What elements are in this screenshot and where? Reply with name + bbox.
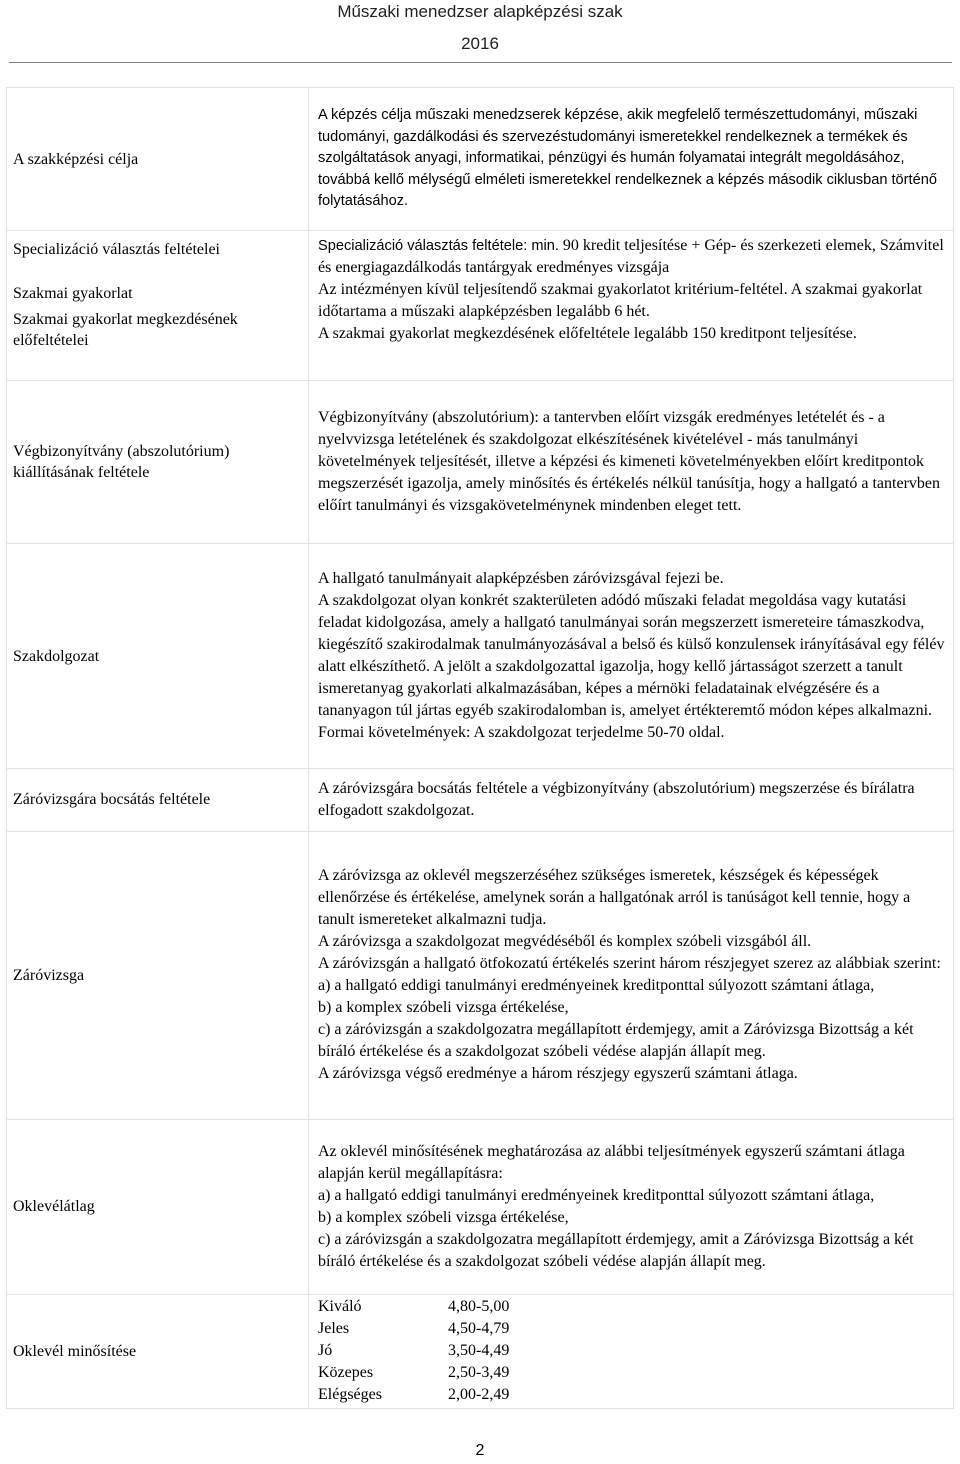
row-label-cel: A szakképzési célja <box>13 150 139 168</box>
zaro-paragraph: A záróvizsga a szakdolgozat megvédéséből és komplex szóbeli vizsgából áll. <box>318 933 812 951</box>
row-label-bocs: Záróvizsgára bocsátás feltétele <box>13 791 211 809</box>
row-text-gyak: Az intézményen kívül teljesítendő szakmai gyakorlatot kritérium-feltétel. A szakmai gyakorlat időtartama a műszaki alapképzésben legalább 6 hét. <box>318 281 923 321</box>
row-content-cell <box>309 769 954 831</box>
row-text-spec <box>318 235 949 279</box>
row-label-szakd: Szakdolgozat <box>13 647 100 665</box>
grade-range: 3,50-4,49 <box>448 1342 510 1360</box>
page-number: 2 <box>475 1442 485 1459</box>
grade-range: 2,50-3,49 <box>448 1364 510 1382</box>
zaro-item: b) a komplex szóbeli vizsga értékelése, <box>318 999 569 1017</box>
row-content-cell <box>309 544 954 769</box>
row-label-cell <box>7 1294 309 1408</box>
grade-name: Jeles <box>318 1320 350 1338</box>
requirements-table <box>6 87 954 1409</box>
table-row <box>7 1119 954 1294</box>
table-row <box>7 1294 954 1408</box>
grade-name: Közepes <box>318 1364 374 1382</box>
row-text-bocs: A záróvizsgára bocsátás feltétele a végbizonyítvány (abszolutórium) megszerzése és bírálatra elfogadott szakdolgozat. <box>318 779 915 819</box>
row-label-zaro: Záróvizsga <box>13 966 85 984</box>
row-text-cel: A képzés célja műszaki menedzserek képzése, akik megfelelő természettudományi, műszaki tudományi, gazdálkodási és szervezéstudományi ismeretekkel rendelkeznek a termékek és szolgáltatások anyagi, informatikai, pénzügyi és humán folyamatai integrált megoldásához, továbbá kellő mélységű elméleti ismeretekkel rendelkeznek a képzés második ciklusban történő folytatásához. <box>318 107 937 210</box>
row-text-elo: A szakmai gyakorlat megkezdésének előfeltétele legalább 150 kreditpont teljesítése. <box>318 325 857 343</box>
row-content-cell <box>309 831 954 1119</box>
row-label-okl: Oklevélátlag <box>13 1198 95 1216</box>
table-row <box>7 88 954 231</box>
table-row <box>7 544 954 769</box>
header-rule <box>9 62 952 63</box>
row-text-spec-rest: 90 kredit teljesítése + Gép- és szerkezeti elemek, Számvitel és energiagazdálkodás tantárgyak eredményes vizsgája <box>318 237 944 277</box>
row-label-cell <box>7 544 309 769</box>
row-content-cell <box>309 1294 954 1408</box>
row-label-veg: Végbizonyítvány (abszolutórium) kiállításának feltétele <box>13 443 230 482</box>
row-label-min: Oklevél minősítése <box>13 1342 137 1360</box>
grade-row <box>318 1362 509 1384</box>
grade-row <box>318 1318 509 1340</box>
row-text-szakd-b: A szakdolgozat olyan konkrét szakterületen adódó műszaki feladat megoldása vagy kutatási feladat kidolgozása, amely a hallgató tanulmányai során megszerzett ismereteire támaszkodva, kiegészítő szakirodalmak tanulmányozásával a belső és külső konzulensek irányításával egy félév alatt elkészíthető. A jelölt a szakdolgozattal igazolja, hogy kellő jártasságot szerzett a tanult ismeretanyag gyakorlati alkalmazásában, képes a mérnöki feladatainak elvégzésére és a tananyagon túl jártas egyéb szakirodalomban is, amelyet értékteremtő módon képes alkalmazni. Formai követelmények: A szakdolgozat terjedelme 50-70 oldal. <box>318 592 945 742</box>
row-label-cell <box>7 231 309 381</box>
grade-row <box>318 1340 509 1362</box>
document-title: Műszaki menedzser alapképzési szak <box>337 2 623 21</box>
row-content-cell <box>309 231 954 381</box>
zaro-item: a) a hallgató eddigi tanulmányi eredményeinek kreditponttal súlyozott számtani átlaga, <box>318 977 875 995</box>
row-label-gyak: Szakmai gyakorlat <box>13 285 133 303</box>
row-label-cell <box>7 381 309 544</box>
zaro-paragraph: A záróvizsga végső eredménye a három részjegy egyszerű számtani átlaga. <box>318 1065 798 1083</box>
grade-name: Kiváló <box>318 1298 362 1316</box>
row-label-cell <box>7 88 309 231</box>
zaro-paragraph: A záróvizsgán a hallgató ötfokozatú értékelés szerint három részjegyet szerez az alábbiak szerint: <box>318 955 941 973</box>
grade-name: Elégséges <box>318 1386 382 1404</box>
row-label-cell <box>7 1119 309 1294</box>
grade-range: 2,00-2,49 <box>448 1386 510 1404</box>
row-content-cell <box>309 381 954 544</box>
row-label-cell <box>7 831 309 1119</box>
table-row <box>7 381 954 544</box>
grade-range: 4,80-5,00 <box>448 1298 510 1316</box>
table-row <box>7 231 954 381</box>
zaro-paragraph: A záróvizsga az oklevél megszerzéséhez szükséges ismeretek, készségek és képességek ellenőrzése és értékelése, amelynek során a hallgatónak arról is tanúságot kell tennie, hogy a tanult ismereteket alkalmazni tudja. <box>318 867 911 929</box>
row-text-szakd-a: A hallgató tanulmányait alapképzésben záróvizsgával fejezi be. <box>318 570 724 588</box>
grade-row <box>318 1384 509 1406</box>
okl-item: c) a záróvizsgán a szakdolgozatra megállapított érdemjegy, amit a Záróvizsga Bizottság a két bíráló értékelése és a szakdolgozat szóbeli védése alapján állapít meg. <box>318 1230 914 1270</box>
row-content-cell <box>309 88 954 231</box>
grade-table <box>318 1296 509 1406</box>
row-content-cell <box>309 1119 954 1294</box>
grade-range: 4,50-4,79 <box>448 1320 510 1338</box>
grade-row <box>318 1296 509 1318</box>
row-text-spec-lead: Specializáció választás feltétele: min. <box>318 238 559 255</box>
table-row <box>7 769 954 831</box>
table-row <box>7 831 954 1119</box>
okl-item: a) a hallgató eddigi tanulmányi eredményeinek kreditponttal súlyozott számtani átlaga, <box>318 1186 875 1204</box>
row-label-elo: Szakmai gyakorlat megkezdésének előfeltételei <box>13 311 238 350</box>
row-label-cell <box>7 769 309 831</box>
row-text-veg: Végbizonyítvány (abszolutórium): a tantervben előírt vizsgák eredményes letételét és - a nyelvvizsga letételének és szakdolgozat elkészítésének kivételével - más tanulmányi követelmények teljesítését, illetve a képzési és kimeneti követelményekben előírt kreditpontok megszerzését igazolja, amely minősítés és értékelés nélkül tanúsítja, hogy a hallgató a tantervben előírt tanulmányi és vizsgakövetelménynek mindenben eleget tett. <box>318 409 940 515</box>
okl-paragraph: Az oklevél minősítésének meghatározása az alábbi teljesítmények egyszerű számtani átlaga alapján kerül megállapításra: <box>318 1142 905 1182</box>
document-year: 2016 <box>461 34 499 53</box>
zaro-item: c) a záróvizsgán a szakdolgozatra megállapított érdemjegy, amit a Záróvizsga Bizottság a két bíráló értékelése és a szakdolgozat szóbeli védése alapján állapít meg. <box>318 1021 914 1061</box>
row-label-spec: Specializáció választás feltételei <box>13 241 220 259</box>
grade-name: Jó <box>318 1342 333 1360</box>
okl-item: b) a komplex szóbeli vizsga értékelése, <box>318 1208 569 1226</box>
